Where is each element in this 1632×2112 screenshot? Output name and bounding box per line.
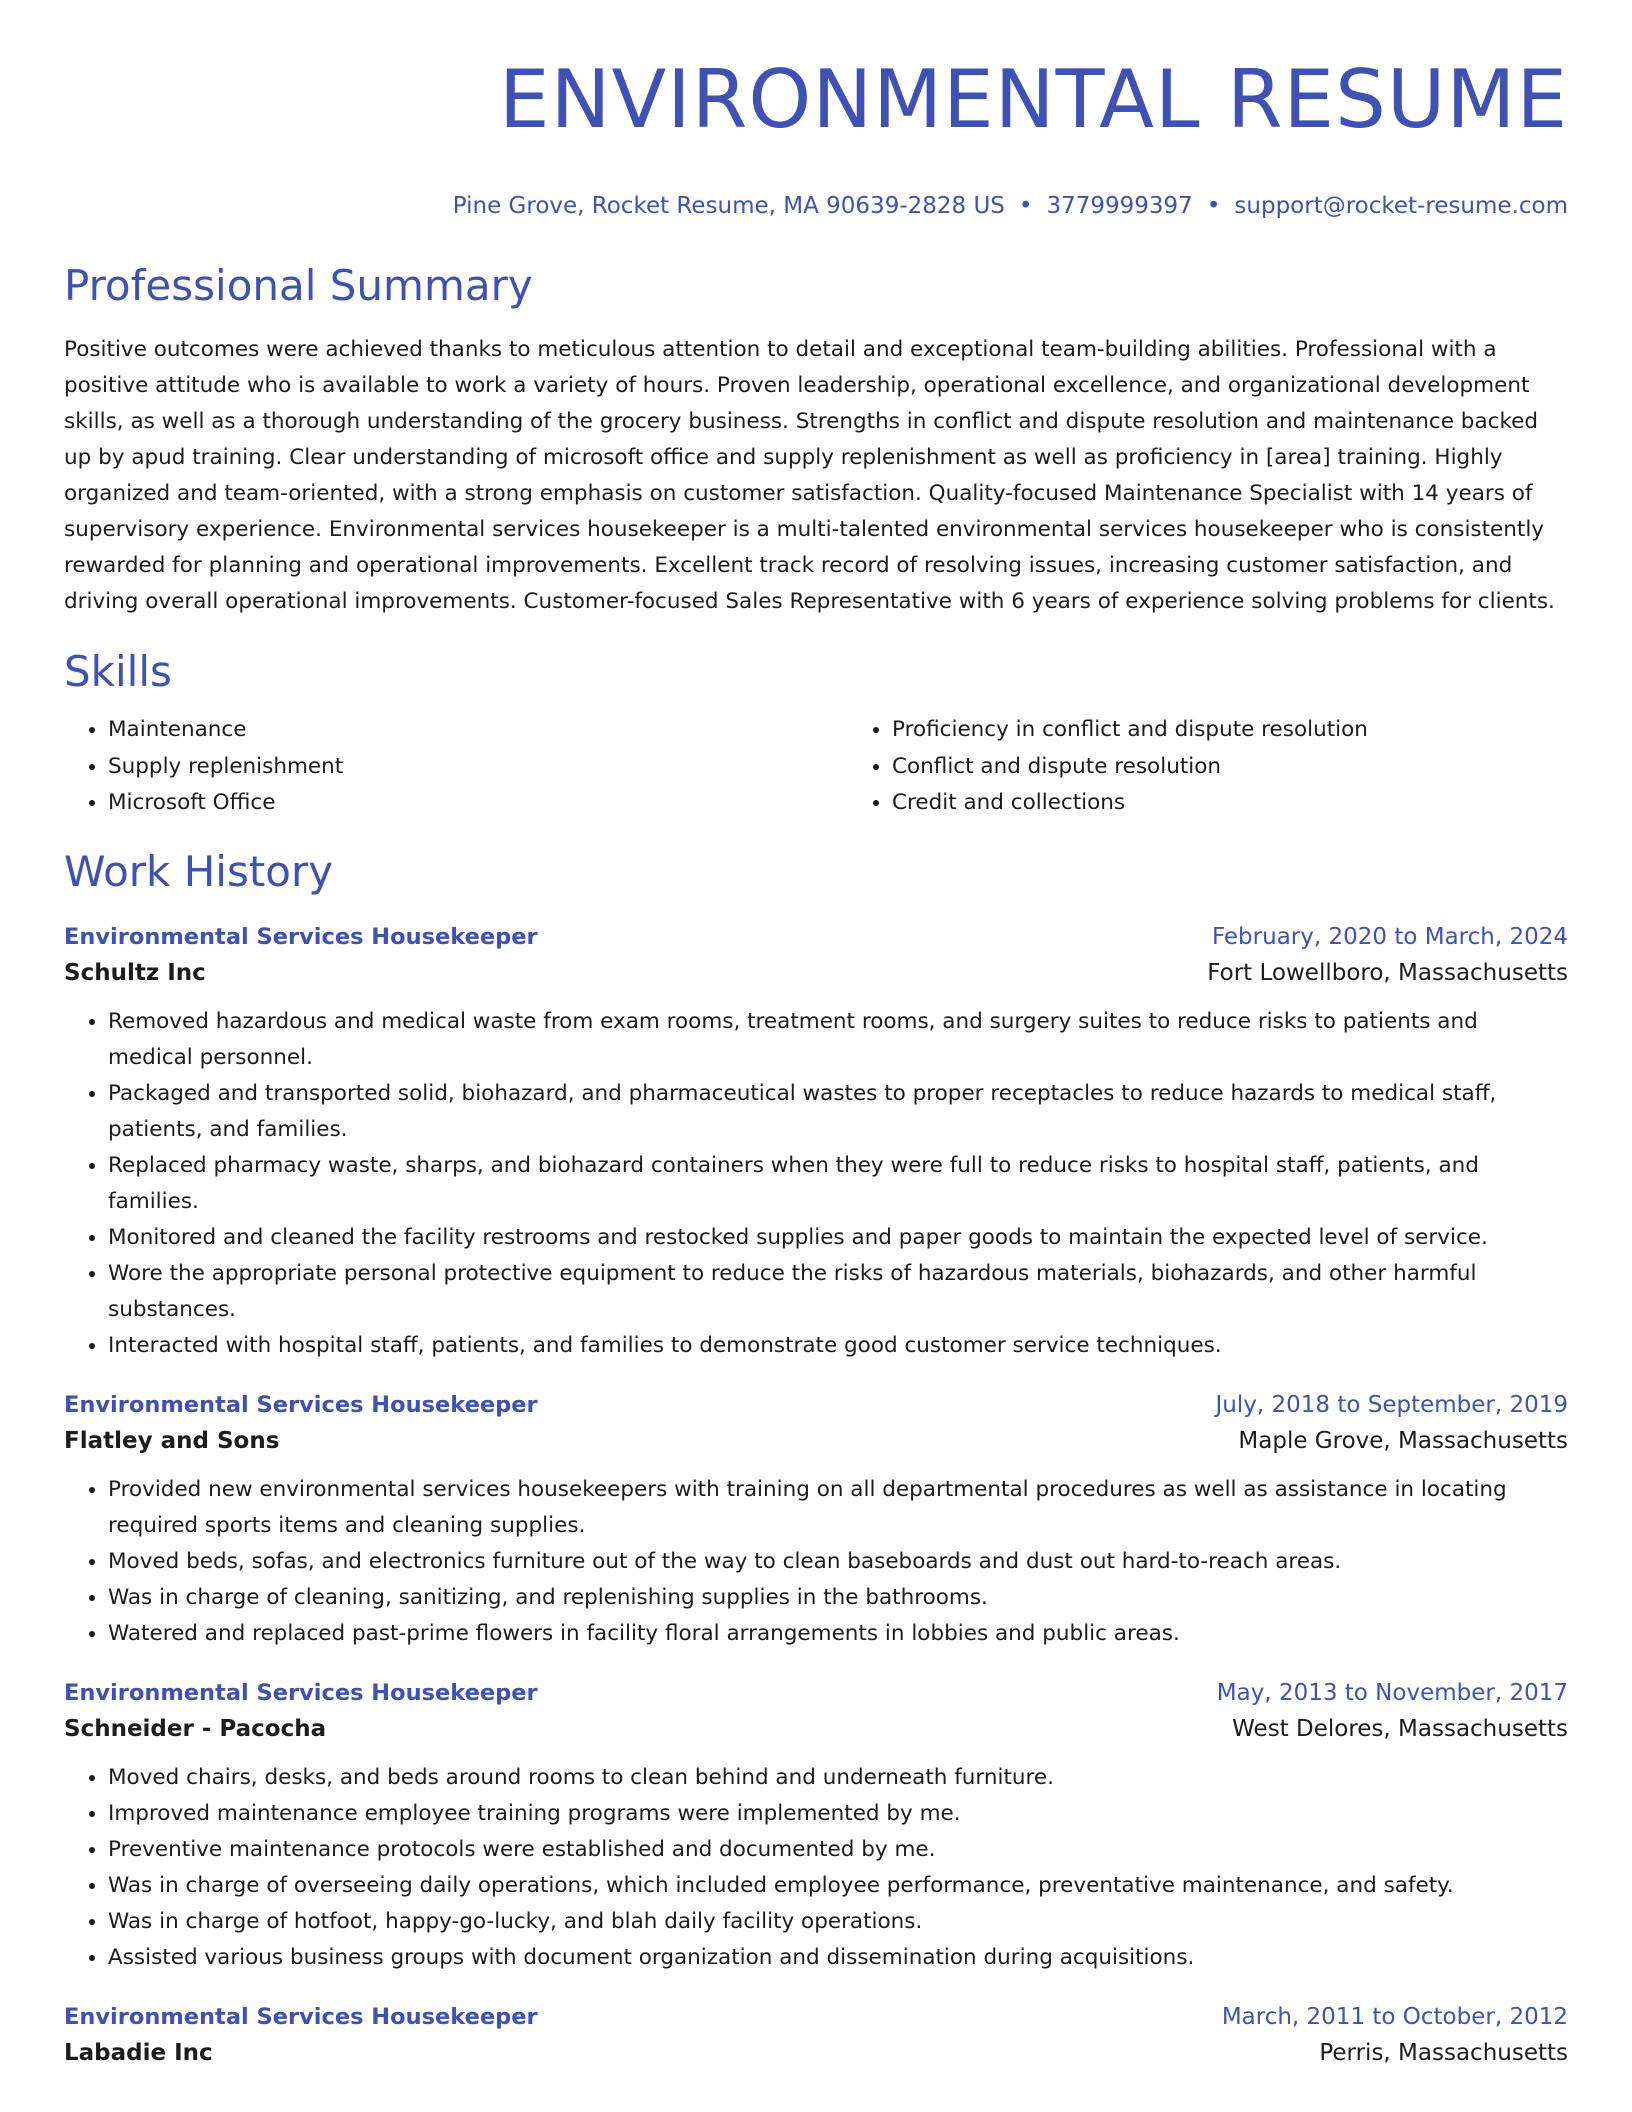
job-company-row xyxy=(64,954,1568,992)
contact-separator: • xyxy=(1018,193,1033,219)
job-bullet: • Was in charge of overseeing daily operations, which included employee performance, preventative maintenance, and safety. xyxy=(108,1868,1568,1904)
skill-item: • Supply replenishment xyxy=(108,749,848,786)
job-bullet: • Interacted with hospital staff, patients, and families to demonstrate good customer service techniques. xyxy=(108,1328,1568,1364)
job-company: Flatley and Sons xyxy=(64,1427,280,1454)
job-company: Schneider - Pacocha xyxy=(64,1715,327,1742)
job-bullet: • Assisted various business groups with document organization and dissemination during acquisitions. xyxy=(108,1940,1568,1976)
job-bullet: • Removed hazardous and medical waste from exam rooms, treatment rooms, and surgery suites to reduce risks to patients and medical personnel. xyxy=(108,1004,1568,1076)
skills-list xyxy=(64,712,1568,822)
job-company: Schultz Inc xyxy=(64,959,206,986)
job-title: Environmental Services Housekeeper xyxy=(64,923,538,950)
contact-line xyxy=(64,192,1568,220)
job-bullet: • Monitored and cleaned the facility restrooms and restocked supplies and paper goods to maintain the expected level of service. xyxy=(108,1220,1568,1256)
job-entry xyxy=(64,920,1568,1364)
job-bullets xyxy=(64,1760,1568,1976)
job-bullet: • Moved chairs, desks, and beds around rooms to clean behind and underneath furniture. xyxy=(108,1760,1568,1796)
job-dates: February, 2020 to March, 2024 xyxy=(1211,923,1568,950)
skill-item: • Proficiency in conflict and dispute resolution xyxy=(892,712,1368,749)
work-history-list xyxy=(64,920,1568,2072)
job-title-row xyxy=(64,1676,1568,1710)
contact-address: Pine Grove, Rocket Resume, MA 90639-2828 US xyxy=(452,193,1005,219)
job-dates: May, 2013 to November, 2017 xyxy=(1216,1679,1568,1706)
job-bullet: • Was in charge of cleaning, sanitizing, and replenishing supplies in the bathrooms. xyxy=(108,1580,1568,1616)
job-dates: July, 2018 to September, 2019 xyxy=(1215,1391,1568,1418)
job-location: Maple Grove, Massachusetts xyxy=(1238,1427,1568,1454)
job-bullet: • Watered and replaced past-prime flowers in facility floral arrangements in lobbies and public areas. xyxy=(108,1616,1568,1652)
job-company-row xyxy=(64,2034,1568,2072)
job-entry xyxy=(64,1676,1568,1976)
job-bullets xyxy=(64,1004,1568,1364)
work-history-heading: Work History xyxy=(64,846,334,896)
job-location: West Delores, Massachusetts xyxy=(1232,1715,1568,1742)
job-bullets xyxy=(64,1472,1568,1652)
job-location: Perris, Massachusetts xyxy=(1319,2039,1568,2066)
job-title-row xyxy=(64,1388,1568,1422)
skill-item: • Maintenance xyxy=(108,712,848,749)
resume-title: ENVIRONMENTAL RESUME xyxy=(499,53,1568,146)
job-company: Labadie Inc xyxy=(64,2039,213,2066)
summary-text: Positive outcomes were achieved thanks to meticulous attention to detail and exceptional team-building abilities. Professional with a positive attitude who is available to work a variety of hours. Proven leadership, operational excellence, and organizational development skills, as well as a thorough understanding of the grocery business. Strengths in conflict and dispute resolution and maintenance backed up by apud training. Clear understanding of microsoft office and supply replenishment as well as proficiency in [area] training. Highly organized and team-oriented, with a strong emphasis on customer satisfaction. Quality-focused Maintenance Specialist with 14 years of supervisory experience. Environmental services housekeeper is a multi-talented environmental services housekeeper who is consistently rewarded for planning and operational improvements. Excellent track record of resolving issues, increasing customer satisfaction, and driving overall operational improvements. Customer-focused Sales Representative with 6 years of experience solving problems for clients. xyxy=(64,337,1555,614)
skill-item: • Conflict and dispute resolution xyxy=(892,749,1368,786)
job-location: Fort Lowellboro, Massachusetts xyxy=(1207,959,1568,986)
job-bullet: • Wore the appropriate personal protective equipment to reduce the risks of hazardous materials, biohazards, and other harmful substances. xyxy=(108,1256,1568,1328)
contact-separator: • xyxy=(1206,193,1221,219)
skill-item: • Credit and collections xyxy=(892,785,1368,822)
job-bullet: • Moved beds, sofas, and electronics furniture out of the way to clean baseboards and dust out hard-to-reach areas. xyxy=(108,1544,1568,1580)
job-bullet: • Improved maintenance employee training programs were implemented by me. xyxy=(108,1796,1568,1832)
job-company-row xyxy=(64,1710,1568,1748)
skill-item: • Microsoft Office xyxy=(108,785,848,822)
skills-column-left xyxy=(64,712,848,822)
job-bullet: • Provided new environmental services housekeepers with training on all departmental procedures as well as assistance in locating required sports items and cleaning supplies. xyxy=(108,1472,1568,1544)
job-title: Environmental Services Housekeeper xyxy=(64,1679,538,1706)
skills-column-right xyxy=(848,712,1368,822)
job-title: Environmental Services Housekeeper xyxy=(64,2003,538,2030)
job-bullet: • Replaced pharmacy waste, sharps, and biohazard containers when they were full to reduce risks to hospital staff, patients, and families. xyxy=(108,1148,1568,1220)
job-bullet: • Was in charge of hotfoot, happy-go-lucky, and blah daily facility operations. xyxy=(108,1904,1568,1940)
job-company-row xyxy=(64,1422,1568,1460)
skills-heading: Skills xyxy=(64,647,172,696)
contact-email[interactable]: support@rocket-resume.com xyxy=(1234,193,1568,219)
summary-heading: Professional Summary xyxy=(64,261,533,310)
job-entry xyxy=(64,1388,1568,1652)
contact-phone[interactable]: 3779999397 xyxy=(1046,193,1193,219)
job-bullet: • Preventive maintenance protocols were established and documented by me. xyxy=(108,1832,1568,1868)
job-title-row xyxy=(64,920,1568,954)
job-title-row xyxy=(64,2000,1568,2034)
resume-header xyxy=(64,0,1568,220)
job-entry xyxy=(64,2000,1568,2072)
job-title: Environmental Services Housekeeper xyxy=(64,1391,538,1418)
job-dates: March, 2011 to October, 2012 xyxy=(1221,2003,1568,2030)
job-bullet: • Packaged and transported solid, biohazard, and pharmaceutical wastes to proper receptacles to reduce hazards to medical staff, patients, and families. xyxy=(108,1076,1568,1148)
